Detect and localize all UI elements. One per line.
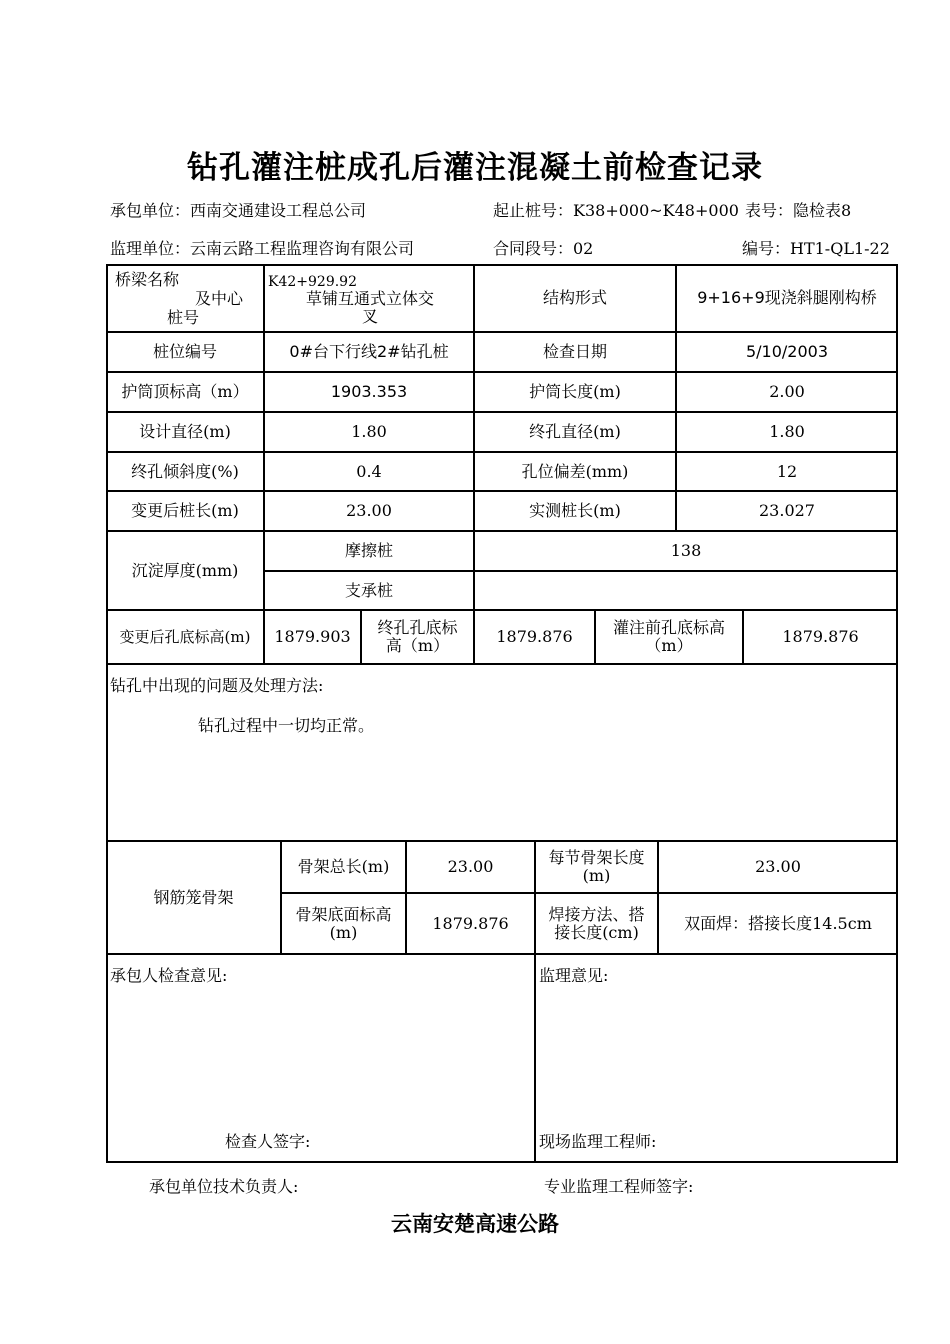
contractor-tech-lead: 承包单位技术负责人:: [149, 1177, 299, 1196]
steel-cage-label: 钢筋笼骨架: [106, 841, 281, 954]
cage-total-length-value: 23.00: [406, 841, 535, 893]
design-diameter-label: 设计直径(m): [106, 412, 264, 452]
check-date-label: 检查日期: [474, 332, 676, 372]
bridge-label-line2: 及中心: [195, 289, 244, 308]
final-bottom-value: 1879.876: [474, 610, 595, 664]
pile-no-value: 0#台下行线2#钻孔桩: [264, 332, 474, 372]
contractor-opinion-label: 承包人检查意见:: [110, 966, 228, 985]
pre-pour-label-line2: （m）: [645, 636, 693, 655]
weld-label-line2: 接长度(cm): [554, 922, 639, 942]
form-number: 表号：隐检表8: [745, 201, 852, 220]
problems-label: 钻孔中出现的问题及处理方法:: [110, 676, 324, 695]
changed-length-value: 23.00: [264, 491, 474, 531]
inspector-signature-label: 检查人签字:: [225, 1132, 311, 1151]
changed-bottom-value: 1879.903: [264, 610, 361, 664]
casing-length-value: 2.00: [676, 372, 898, 412]
cage-total-length-label: 骨架总长(m): [281, 841, 406, 893]
sediment-label: 沉淀厚度(mm): [106, 531, 264, 610]
inspection-table: [106, 264, 898, 1163]
problems-section: [106, 664, 898, 841]
pile-no-label: 桩位编号: [106, 332, 264, 372]
hole-offset-value: 12: [676, 452, 898, 491]
contractor-opinion-box: [106, 954, 535, 1163]
structure-label: 结构形式: [474, 264, 676, 332]
problems-value: 钻孔过程中一切均正常。: [198, 716, 375, 735]
weld-method-label: [535, 893, 658, 954]
weld-method-value: 双面焊：搭接长度14.5cm: [658, 893, 898, 954]
pre-pour-label-line1: 灌注前孔底标高: [612, 618, 725, 637]
bridge-label-line1: 桥梁名称: [115, 270, 180, 289]
measured-length-label: 实测桩长(m): [474, 491, 676, 531]
cage-bottom-label-line2: (m): [329, 922, 358, 942]
page-title: 钻孔灌注桩成孔后灌注混凝土前检查记录: [187, 150, 763, 186]
final-bottom-label-line1: 终孔孔底标: [377, 618, 458, 637]
hole-offset-label: 孔位偏差(mm): [474, 452, 676, 491]
friction-pile-label: 摩擦桩: [264, 531, 474, 571]
serial-number: 编号：HT1-QL1-22: [742, 239, 890, 258]
cage-bottom-label-line1: 骨架底面标高: [295, 904, 392, 924]
supervision-unit: 监理单位：云南云路工程监理咨询有限公司: [110, 239, 415, 258]
final-diameter-value: 1.80: [676, 412, 898, 452]
bridge-name-line2: 叉: [361, 307, 378, 326]
incline-label: 终孔倾斜度(%): [106, 452, 264, 491]
cage-section-label-line2: (m): [582, 866, 611, 885]
contractor-unit: 承包单位：西南交通建设工程总公司: [110, 201, 367, 220]
site-engineer-label: 现场监理工程师:: [539, 1132, 657, 1151]
casing-length-label: 护筒长度(m): [474, 372, 676, 412]
bridge-name-cell: [264, 264, 474, 332]
cage-section-length-label: [535, 841, 658, 893]
supervising-engineer-signature: 专业监理工程师签字:: [544, 1177, 694, 1196]
final-bottom-label-line2: 高（m）: [385, 636, 450, 655]
bridge-stake: K42+929.92: [268, 274, 357, 290]
supervisor-opinion-box: [535, 954, 898, 1163]
final-diameter-label: 终孔直径(m): [474, 412, 676, 452]
check-date-value: 5/10/2003: [676, 332, 898, 372]
cage-bottom-value: 1879.876: [406, 893, 535, 954]
casing-top-label: 护筒顶标高（m）: [106, 372, 264, 412]
bearing-pile-label: 支承桩: [264, 571, 474, 610]
bridge-name-label-cell: [106, 264, 264, 332]
pre-pour-bottom-value: 1879.876: [743, 610, 898, 664]
casing-top-value: 1903.353: [264, 372, 474, 412]
design-diameter-value: 1.80: [264, 412, 474, 452]
incline-value: 0.4: [264, 452, 474, 491]
friction-pile-value: 138: [474, 531, 898, 571]
stake-range: 起止桩号：K38+000~K48+000: [493, 201, 739, 220]
cage-section-label-line1: 每节骨架长度: [548, 848, 645, 867]
weld-label-line1: 焊接方法、搭: [548, 904, 645, 924]
project-name: 云南安楚高速公路: [391, 1212, 559, 1236]
pre-pour-bottom-label: [595, 610, 743, 664]
final-bottom-label: [361, 610, 474, 664]
changed-bottom-label: 变更后孔底标高(m): [106, 610, 264, 664]
measured-length-value: 23.027: [676, 491, 898, 531]
structure-value: 9+16+9现浇斜腿刚构桥: [676, 264, 898, 332]
changed-length-label: 变更后桩长(m): [106, 491, 264, 531]
supervisor-opinion-label: 监理意见:: [539, 966, 609, 985]
cage-section-length-value: 23.00: [658, 841, 898, 893]
bridge-name-line1: 草铺互通式立体交: [305, 289, 434, 308]
bridge-label-line3: 桩号: [167, 308, 200, 327]
contract-section: 合同段号：02: [493, 239, 594, 258]
cage-bottom-label: [281, 893, 406, 954]
bearing-pile-value: [474, 571, 898, 610]
